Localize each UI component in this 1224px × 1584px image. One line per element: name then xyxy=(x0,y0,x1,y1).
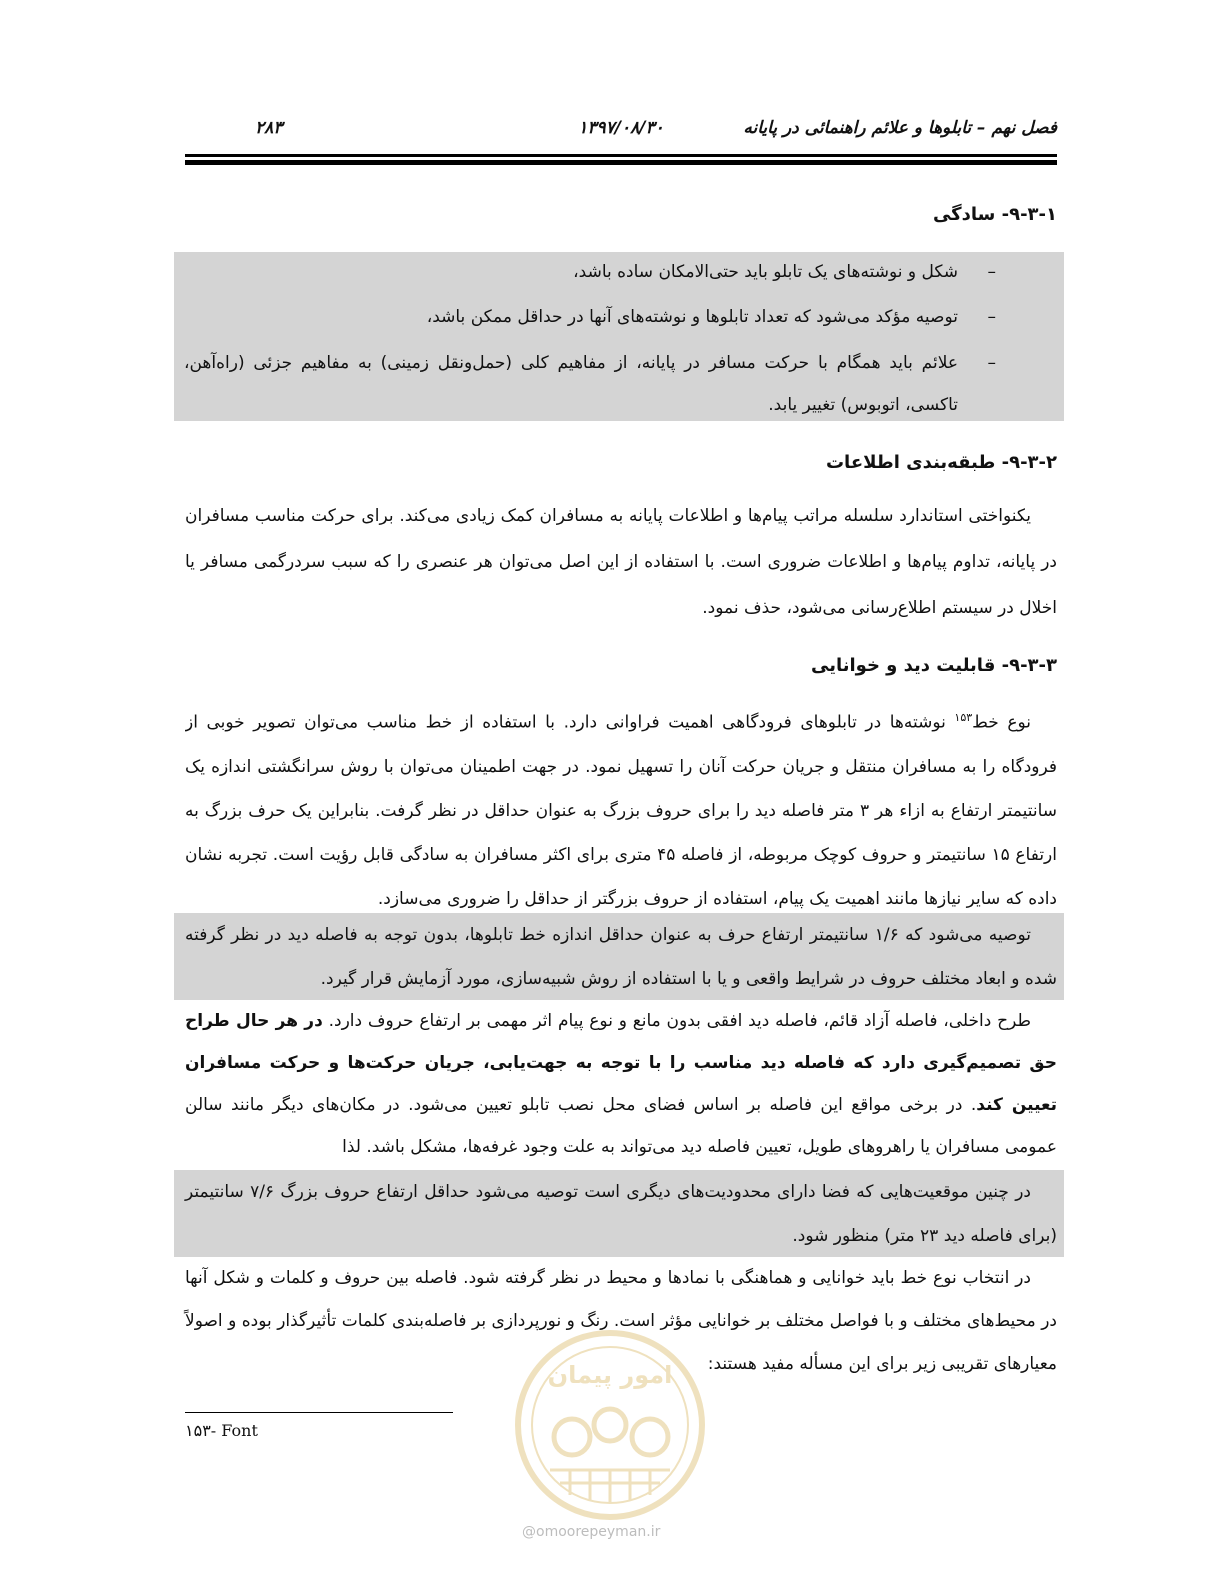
legibility-paragraph-4-block xyxy=(185,1170,1057,1258)
page-number: ۲۸۳ xyxy=(255,118,283,138)
section-heading-simplicity: ۹-۳-۱- سادگی xyxy=(932,204,1057,225)
section-heading-legibility: ۹-۳-۳- قابلیت دید و خوانایی xyxy=(811,655,1057,676)
footnote: ۱۵۳- Font xyxy=(185,1421,258,1440)
p1-start: نوع خط xyxy=(972,712,1031,733)
classification-paragraph: یکنواختی استاندارد سلسله مراتب پیام‌ها و اطلاعات پایانه به مسافران کمک زیادی می‌کند. برای حرکت مناسب مسافران در پایانه، تداوم پیام‌ها و اطلاعات ضروری است. با استفاده از این اصل می‌توان هر عنصری را که سبب سردرگمی مسافر یا اخلال در سیستم اطلاع‌رسانی می‌شود، حذف نمود. xyxy=(185,506,1057,618)
header-date: ۱۳۹۷/۰۸/۳۰ xyxy=(578,118,664,138)
legibility-paragraph-2: توصیه می‌شود که ۱/۶ سانتیمتر ارتفاع حرف به عنوان حداقل اندازه خط تابلوها، بدون توجه به فاصله دید در نظر گرفته شده و ابعاد مختلف حروف در شرایط واقعی و یا با استفاده از روش شبیه‌سازی، مورد آزمایش قرار گیرد. xyxy=(185,925,1057,989)
classification-paragraph-block xyxy=(185,493,1057,631)
legibility-paragraph-4: در چنین موقعیت‌هایی که فضا دارای محدودیت‌های دیگری است توصیه می‌شود حداقل ارتفاع حروف بزرگ ۷/۶ سانتیمتر (برای فاصله دید ۲۳ متر) منظور شود. xyxy=(185,1182,1057,1246)
legibility-paragraph-5: در انتخاب نوع خط باید خوانایی و هماهنگی با نمادها و محیط در نظر گرفته شود. فاصله بین حروف و کلمات و شکل آنها در محیط‌های مختلف و با فواصل مختلف بر خوانایی مؤثر است. رنگ و نورپردازی بر فاصله‌بندی کلمات تأثیرگذار بوده و اصولاً معیارهای تقریبی زیر برای این مسأله مفید هستند: xyxy=(185,1268,1057,1374)
p3-normal: طرح داخلی، فاصله آزاد قائم، فاصله دید افقی بدون مانع و نوع پیام اثر مهمی بر ارتفاع حروف دارد. xyxy=(322,1011,1031,1031)
legibility-paragraph-2-block xyxy=(185,913,1057,1001)
watermark-url: @omoorepeyman.ir xyxy=(522,1524,661,1540)
bullet-item: – توصیه مؤکد می‌شود که تعداد تابلوها و نوشته‌های آنها در حداقل ممکن باشد، xyxy=(184,297,958,338)
bullet-item: – علائم باید همگام با حرکت مسافر در پایانه، از مفاهیم کلی (حمل‌ونقل زمینی) به مفاهیم جزئی (راه‌آهن، تاکسی، اتوبوس) تغییر یابد. xyxy=(184,342,958,426)
p3-end: . در برخی مواقع این فاصله بر اساس فضای محل نصب تابلو تعیین می‌شود. در مکان‌های دیگر مانند سالن عمومی مسافران یا راهروهای طویل، تعیین فاصله دید می‌تواند به علت وجود غرفه‌ها، مشکل باشد. لذا xyxy=(185,1095,1057,1157)
p3-bold: در هر حال طراح حق تصمیم‌گیری دارد که فاصله دید مناسب را با توجه به جهت‌یابی، جریان حرکت‌ها و حرکت مسافران تعیین کند xyxy=(185,1011,1057,1115)
running-header xyxy=(185,118,1057,146)
footnote-reference: ۱۵۳ xyxy=(954,711,973,724)
chapter-title: فصل نهم – تابلوها و علائم راهنمائی در پایانه xyxy=(743,118,1057,138)
legibility-paragraph-3 xyxy=(185,1000,1057,1168)
header-rule-thin xyxy=(185,154,1057,157)
bullet-list-box xyxy=(174,252,1064,421)
header-rule-thick xyxy=(185,160,1057,165)
footnote-separator xyxy=(185,1412,453,1413)
section-heading-classification: ۹-۳-۲- طبقه‌بندی اطلاعات xyxy=(825,452,1057,473)
watermark-logo-text: امور پیمان xyxy=(547,1361,673,1389)
legibility-paragraph-1 xyxy=(185,696,1057,914)
watermark-logo xyxy=(510,1325,710,1525)
bullet-item: – شکل و نوشته‌های یک تابلو باید حتی‌الامکان ساده باشد، xyxy=(184,252,958,293)
legibility-paragraph-1-block xyxy=(185,696,1057,914)
p1-rest: نوشته‌ها در تابلوهای فرودگاهی اهمیت فراوانی دارد. با استفاده از خط مناسب می‌توان تصویر خوبی از فرودگاه را به مسافران منتقل و جریان حرکت آنان را تسهیل نمود. در جهت اطمینان می‌توان با روش سرانگشتی اندازه یک سانتیمتر ارتفاع به ازاء هر ۳ متر فاصله دید را برای حروف بزرگ به عنوان حداقل در نظر گرفت. بنابراین یک حرف بزرگ به ارتفاع ۱۵ سانتیمتر و حروف کوچک مربوطه، از فاصله ۴۵ متری برای اکثر مسافران به سادگی قابل رؤیت است. تجربه نشان داده که سایر نیازها مانند اهمیت یک پیام، استفاده از حروف بزرگتر از حداقل را ضروری می‌سازد. xyxy=(185,712,1057,909)
legibility-paragraph-3-block xyxy=(185,1000,1057,1170)
